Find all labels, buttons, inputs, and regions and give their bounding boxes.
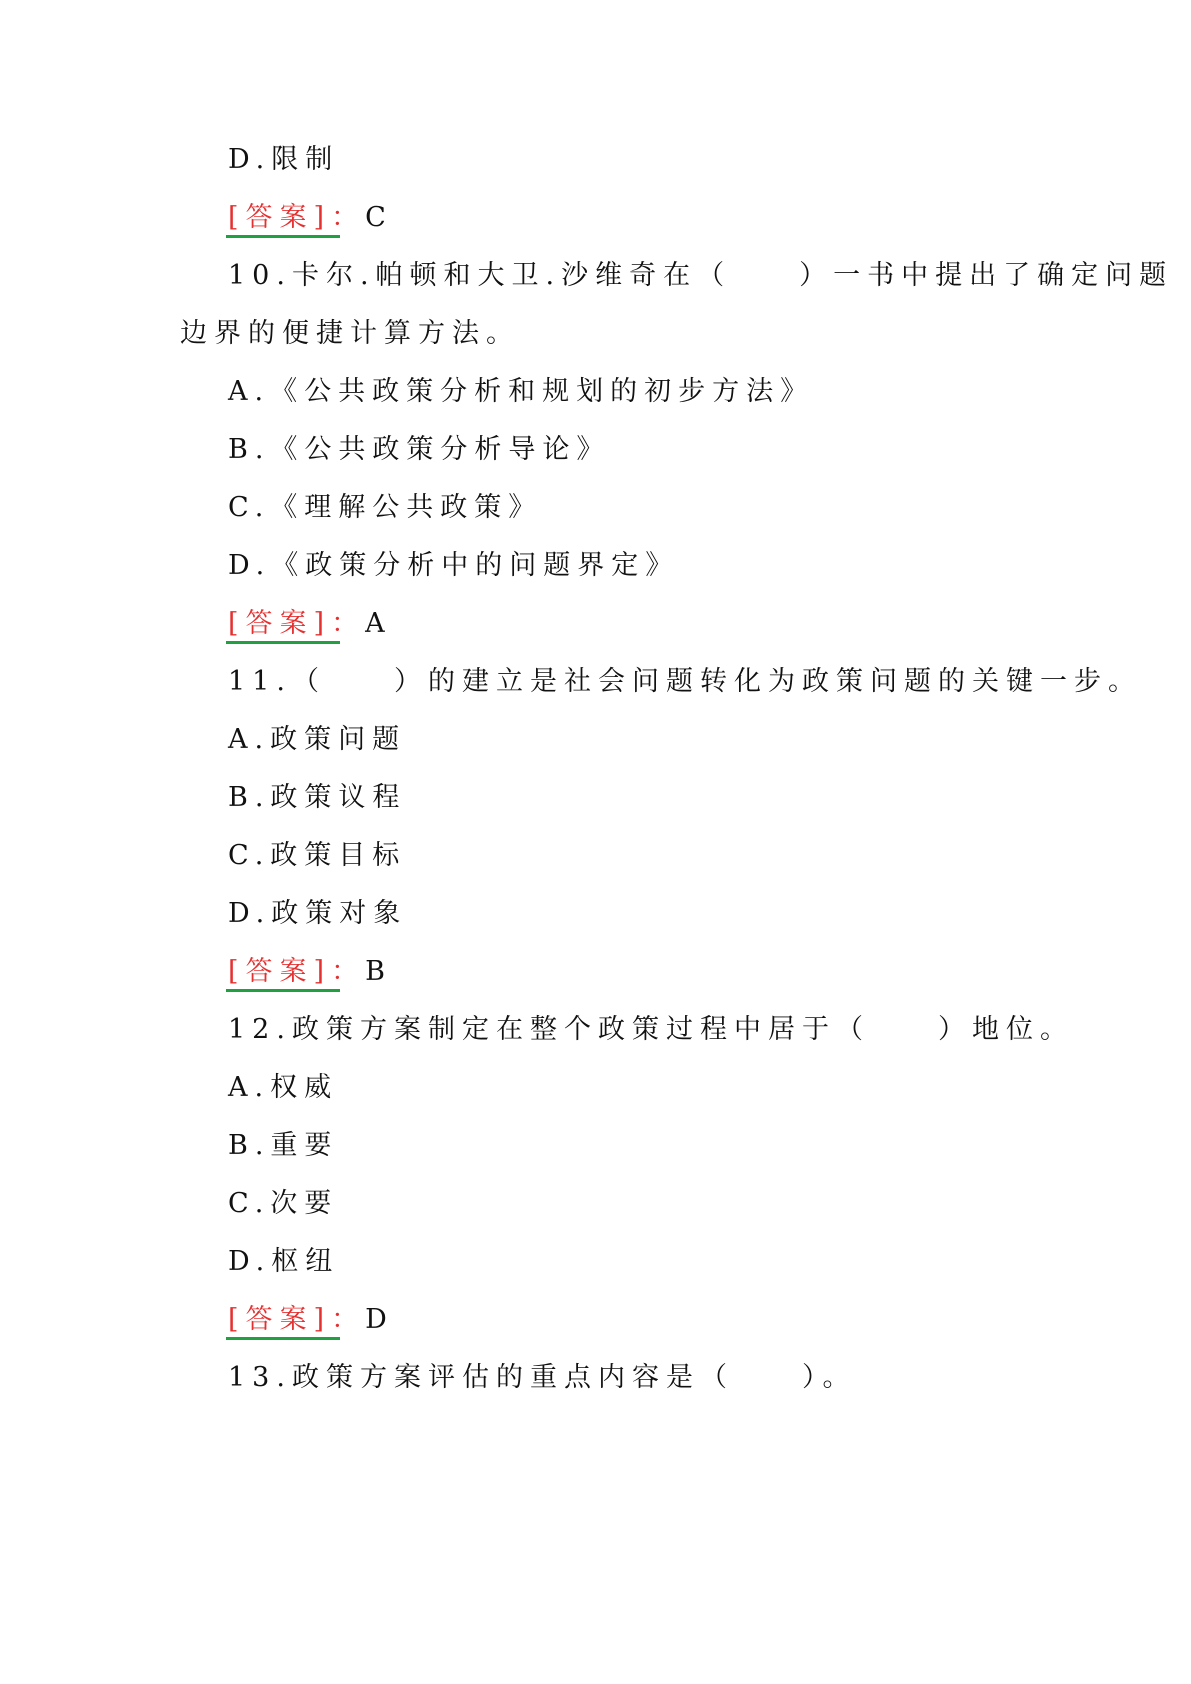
- q11-answer: [228, 958, 392, 985]
- answer-underline: [226, 989, 340, 992]
- q9-option-d: D.限制: [228, 144, 340, 175]
- q11-option-b: B.政策议程: [228, 782, 407, 813]
- answer-label: [答案]：: [228, 202, 366, 233]
- q12-answer: [228, 1306, 394, 1333]
- q11-option-d: D.政策对象: [228, 898, 408, 929]
- answer-label: [答案]：: [228, 1304, 366, 1335]
- q11-option-a: A.政策问题: [228, 724, 407, 755]
- answer-value: C: [365, 202, 393, 233]
- q10-option-c: C.《理解公共政策》: [228, 492, 543, 523]
- q12-option-c: C.次要: [228, 1188, 339, 1219]
- q10-option-a: A.《公共政策分析和规划的初步方法》: [228, 376, 815, 407]
- q12-option-b: B.重要: [228, 1130, 339, 1161]
- answer-value: D: [365, 1304, 394, 1335]
- q10-stem-line-1: 10.卡尔.帕顿和大卫.沙维奇在（ ）一书中提出了确定问题: [228, 260, 1174, 291]
- q9-answer: [228, 204, 393, 231]
- q11-option-c: C.政策目标: [228, 840, 407, 871]
- answer-label: [答案]：: [228, 608, 366, 639]
- answer-underline: [226, 235, 340, 238]
- q13-stem: 13.政策方案评估的重点内容是（ ）。: [228, 1362, 857, 1393]
- answer-underline: [226, 641, 340, 644]
- q10-answer: [228, 610, 392, 637]
- q10-option-b: B.《公共政策分析导论》: [228, 434, 611, 465]
- q10-option-d: D.《政策分析中的问题界定》: [228, 550, 680, 581]
- answer-label: [答案]：: [228, 956, 366, 987]
- answer-value: B: [365, 956, 392, 987]
- q10-stem-line-2: 边界的便捷计算方法。: [180, 318, 520, 349]
- q12-stem: 12.政策方案制定在整个政策过程中居于（ ）地位。: [228, 1014, 1074, 1045]
- q11-stem: 11.（ ）的建立是社会问题转化为政策问题的关键一步。: [228, 666, 1142, 697]
- answer-underline: [226, 1337, 340, 1340]
- q12-option-a: A.权威: [228, 1072, 339, 1103]
- answer-value: A: [365, 608, 392, 639]
- q12-option-d: D.枢纽: [228, 1246, 340, 1277]
